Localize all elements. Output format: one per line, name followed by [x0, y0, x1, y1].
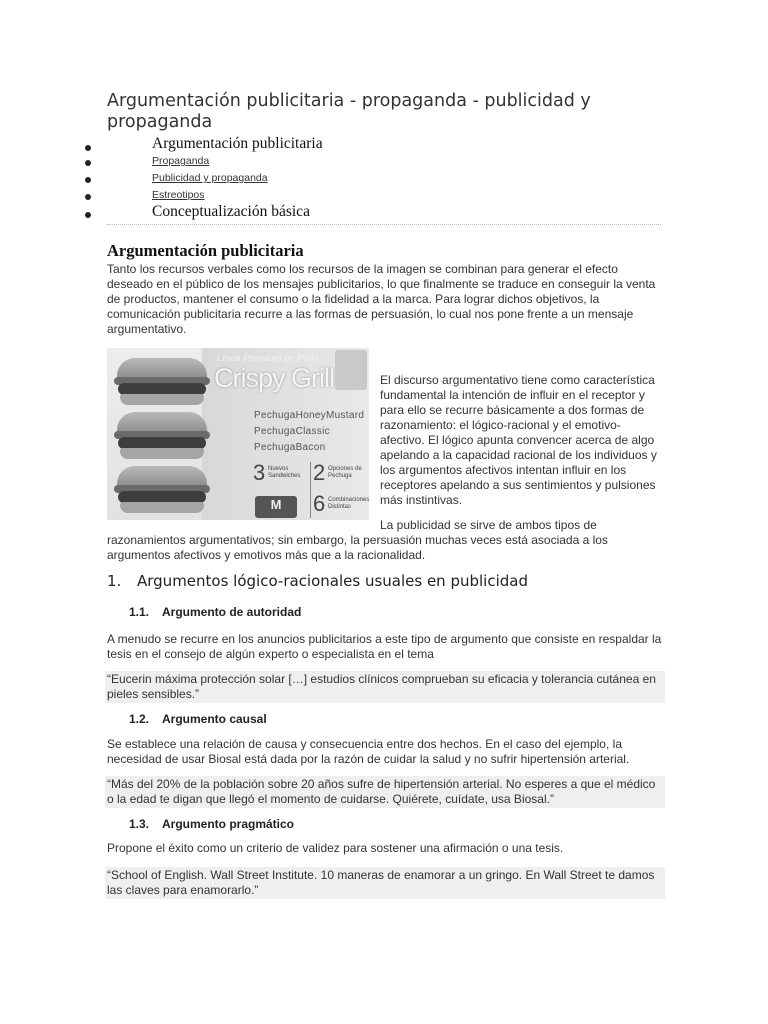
argument-text-autoridad: A menudo se recurre en los anuncios publicitarios a este tipo de argumento que consiste en respaldar la tesis en el consejo de algún experto o especialista en el tema [107, 632, 662, 661]
section-divider [107, 224, 661, 225]
argument-text-causal: Se establece una relación de causa y consecuencia entre dos hechos. En el caso del ejemplo, la necesidad de usar Biosal está dada por la razón de cuidar la salud y no sufrir hipertensión arterial. [107, 737, 630, 766]
argument-heading-autoridad: 1.1. Argumento de autoridad [129, 605, 302, 619]
ad-stat-label: Opciones de Pechuga [328, 466, 362, 479]
burger-image [117, 412, 207, 460]
argument-heading-pragmatico: 1.3. Argumento pragmático [129, 817, 295, 831]
ad-flavor: PechugaHoneyMustard [254, 410, 365, 421]
ad-stat-number: 2 [313, 460, 326, 485]
argument-text-pragmatico: Propone el éxito como un criterio de validez para sostener una afirmación o una tesis. [107, 841, 564, 855]
ad-brand: Crispy Grill [214, 363, 334, 393]
argument-quote-pragmatico: “School of English. Wall Street Institute. 10 maneras de enamorar a un gringo. En Wall Street te damos las claves para enamorarlo.” [105, 867, 665, 899]
argument-quote-causal: “Más del 20% de la población sobre 20 años sufre de hipertensión arterial. No esperes a que el médico o la edad te digan que llegó el momento de cuidarse. Quiérete, cuídate, usa Biosal.” [105, 776, 665, 808]
wrap-paragraph: La publicidad se sirve de ambos tipos de razonamientos argumentativos; sin embargo, la persuasión muchas veces está asociada a los argumentos afectivos y emotivos más que a la racionalidad. [107, 518, 608, 562]
ad-stat-label: Combinaciones Distintas [328, 497, 369, 510]
ad-sticker [335, 350, 367, 390]
ad-stat-number: 6 [313, 491, 326, 516]
section-heading: Argumentación publicitaria [107, 241, 304, 260]
argument-heading-causal: 1.2. Argumento causal [129, 712, 267, 726]
toc-item-conceptualizacion[interactable]: Conceptualización básica [152, 203, 310, 220]
brand-logo: M [255, 496, 297, 518]
bullet-icon [85, 177, 91, 183]
side-paragraph: El discurso argumentativo tiene como característica fundamental la intención de influir en el receptor y para ello se recurre básicamente a dos formas de razonamiento: el lógico-racional y el emotivo-afectivo. El lógico apunta convencer acerca de algo apelando a la capacidad racional de los individuos y los argumentos afectivos intentan influir en los receptores apelando a sus sentimientos y pulsiones más instintivas. [380, 373, 657, 507]
ad-stat-number: 3 [253, 460, 266, 485]
bullet-icon [85, 160, 91, 166]
ad-flavor: PechugaBacon [254, 442, 326, 453]
intro-paragraph: Tanto los recursos verbales como los recursos de la imagen se combinan para generar el efecto deseado en el público de los mensajes publicitarios, lo que finalmente se traduce en conseguir la venta de productos, mantener el consumo o la fidelidad a la marca. Para lograr dichos objetivos, la comunicación publicitaria recurre a las formas de persuasión, lo cual nos pone frente a un mensaje argumentativo. [107, 262, 656, 336]
toc-item-argumentacion[interactable]: Argumentación publicitaria [152, 135, 323, 152]
ad-stat-label: Nuevos Sandwiches [268, 466, 301, 479]
bullet-icon [85, 145, 91, 151]
document-title: Argumentación publicitaria - propaganda - publicidad y propaganda [107, 91, 591, 132]
arguments-heading: 1. Argumentos lógico-racionales usuales en publicidad [107, 572, 528, 590]
ad-flavor: PechugaClassic [254, 426, 330, 437]
burger-image [117, 358, 207, 406]
ad-line-text: Línea Premium de Pollo [217, 353, 319, 364]
toc-link-estereotipos[interactable]: Estreotipos [152, 189, 205, 201]
argument-quote-autoridad: “Eucerin máxima protección solar […] estudios clínicos comprueban su eficacia y tolerancia cutánea en pieles sensibles.” [105, 671, 665, 703]
toc-link-propaganda[interactable]: Propaganda [152, 155, 210, 167]
ad-image-crispy-grill [107, 348, 369, 520]
bullet-icon [85, 194, 91, 200]
bullet-icon [85, 212, 91, 218]
burger-image [117, 466, 207, 514]
toc-link-publicidad-propaganda[interactable]: Publicidad y propaganda [152, 172, 268, 184]
